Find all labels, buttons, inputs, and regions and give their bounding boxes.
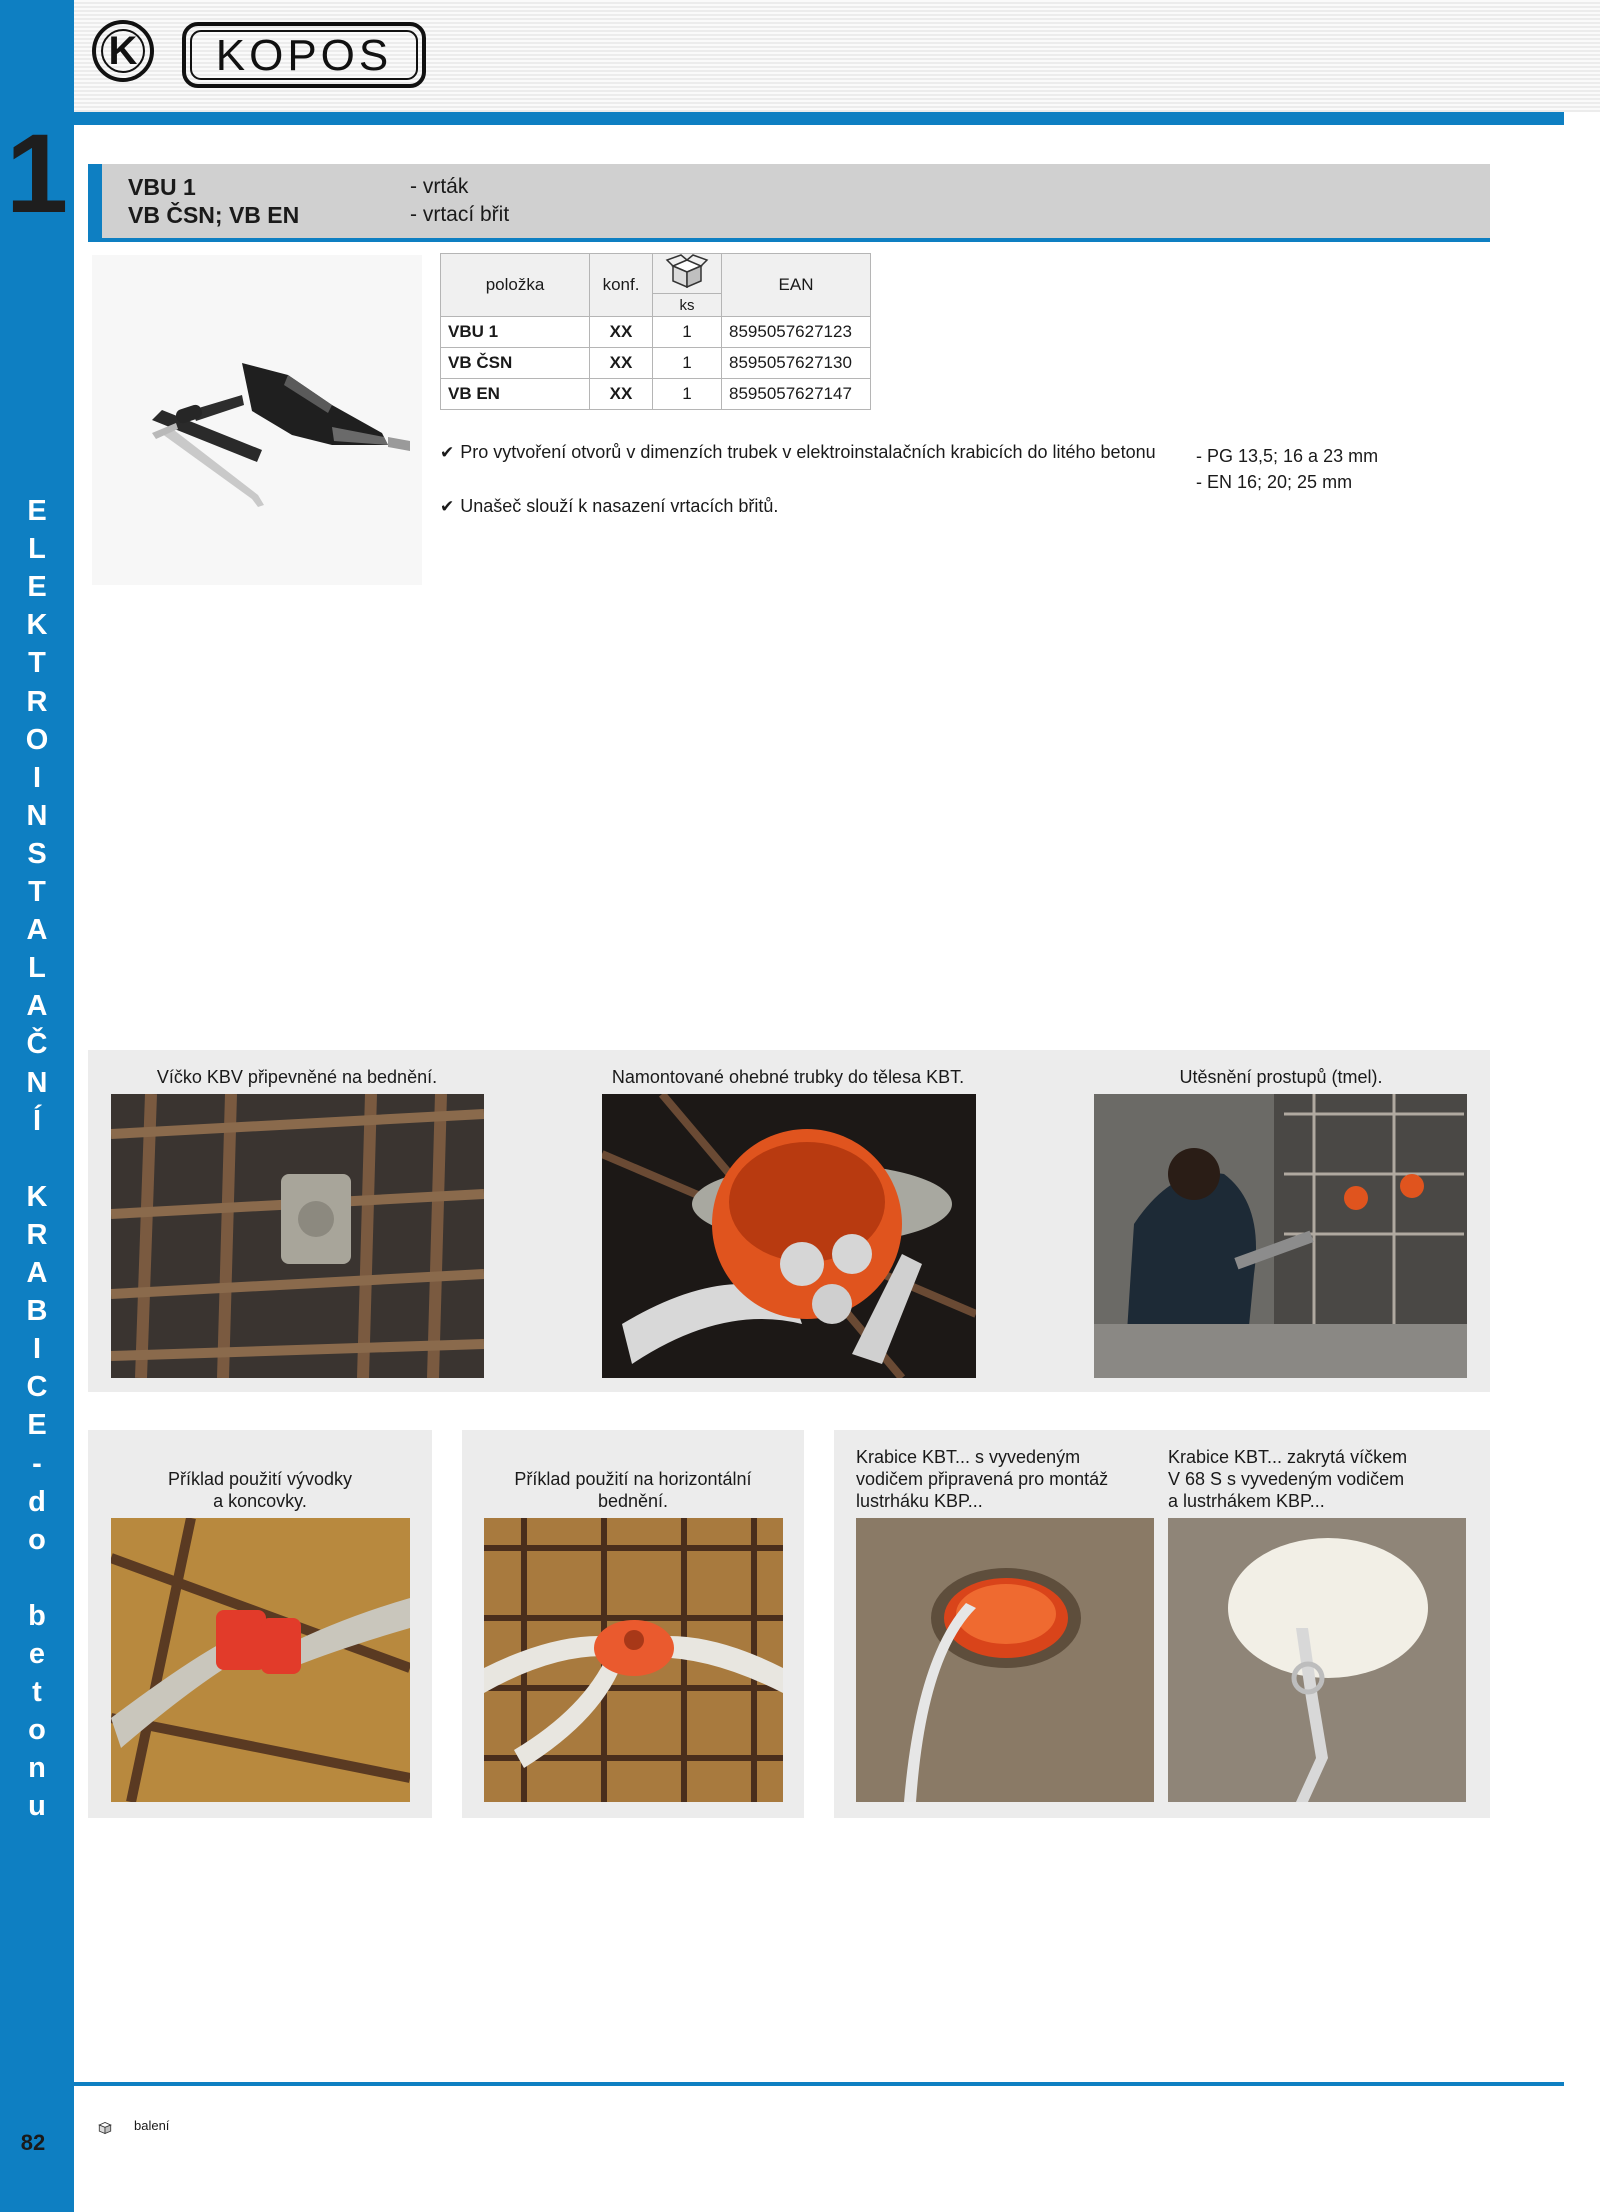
column-header-item: položka bbox=[441, 254, 590, 317]
photo-horizontal-formwork bbox=[484, 1518, 783, 1802]
photo-caption: Utěsnění prostupů (tmel). bbox=[1179, 1067, 1383, 1087]
brand-logo-mark bbox=[92, 20, 154, 82]
vertical-title-letter: B bbox=[26, 1295, 48, 1328]
row-config: XX bbox=[590, 379, 653, 410]
row-item: VB EN bbox=[441, 379, 590, 410]
vertical-title-letter: A bbox=[26, 990, 48, 1023]
photo-box-with-lid bbox=[1168, 1518, 1466, 1802]
product-name: VB ČSN; VB EN bbox=[128, 202, 300, 228]
caption-line: Krabice KBT... zakrytá víčkem bbox=[1168, 1447, 1408, 1467]
feature-item bbox=[440, 442, 1156, 463]
vertical-title-letter: Č bbox=[26, 1028, 48, 1061]
brand-name: KOPOS bbox=[215, 31, 393, 80]
table-row bbox=[441, 348, 871, 379]
header-square bbox=[1504, 112, 1526, 125]
table-row bbox=[441, 317, 871, 348]
brand-logo bbox=[182, 22, 426, 88]
vertical-title-letter: d bbox=[28, 1485, 46, 1518]
row-item: VB ČSN bbox=[441, 348, 590, 379]
column-header-ean: EAN bbox=[722, 254, 871, 317]
dimension-line: - EN 16; 20; 25 mm bbox=[1196, 472, 1353, 492]
caption-line: lustrháku KBP... bbox=[856, 1491, 983, 1511]
caption-line: a lustrhákem KBP... bbox=[1168, 1491, 1325, 1511]
feature-text: Unašeč slouží k nasazení vrtacích břitů. bbox=[460, 496, 779, 516]
package-icon bbox=[653, 254, 722, 294]
vertical-title-letter: A bbox=[26, 914, 48, 947]
column-header-pack-unit: ks bbox=[653, 294, 722, 317]
row-ean: 8595057627123 bbox=[722, 317, 871, 348]
vertical-title-letter: b bbox=[28, 1599, 46, 1632]
vertical-title-letter: S bbox=[27, 837, 47, 870]
vertical-title-letter: - bbox=[32, 1447, 42, 1480]
product-table bbox=[440, 253, 871, 410]
vertical-title-letter: u bbox=[28, 1790, 46, 1823]
row-ean: 8595057627130 bbox=[722, 348, 871, 379]
photo-caption bbox=[1168, 1446, 1468, 1512]
vertical-title-letter: R bbox=[26, 685, 48, 718]
row-qty: 1 bbox=[653, 348, 722, 379]
vertical-title-letter: C bbox=[26, 1371, 48, 1404]
vertical-title-letter: E bbox=[27, 571, 47, 604]
row-config: XX bbox=[590, 348, 653, 379]
vertical-title-letter: o bbox=[28, 1523, 46, 1556]
vertical-title-letter: L bbox=[28, 952, 46, 985]
row-qty: 1 bbox=[653, 317, 722, 348]
header-square bbox=[1532, 112, 1548, 125]
photo-caption: Víčko KBV připevněné na bednění. bbox=[156, 1067, 438, 1087]
footer-divider bbox=[74, 2082, 1564, 2086]
feature-dimensions bbox=[1196, 443, 1378, 495]
vertical-title-letter: t bbox=[32, 1676, 42, 1709]
caption-line: Příklad použití vývodky bbox=[167, 1469, 353, 1489]
caption-line: V 68 S s vyvedeným vodičem bbox=[1168, 1469, 1405, 1489]
vertical-title-letter: A bbox=[26, 1257, 48, 1289]
product-description: - vrtací břit bbox=[410, 203, 510, 226]
checkmark-icon: ✔ bbox=[440, 443, 455, 462]
feature-text: Pro vytvoření otvorů v dimenzích trubek v elektroinstalačních krabicích do litého betonu bbox=[460, 442, 1156, 462]
caption-line: a koncovky. bbox=[213, 1491, 307, 1511]
vertical-title-letter: L bbox=[28, 533, 46, 566]
package-icon bbox=[96, 2118, 114, 2136]
brand-mark-letter: K bbox=[108, 29, 138, 73]
checkmark-icon: ✔ bbox=[440, 497, 455, 516]
vertical-title-letter: K bbox=[26, 1180, 48, 1213]
vertical-title-letter: T bbox=[28, 647, 46, 680]
chapter-number: 1 bbox=[5, 111, 69, 236]
row-config: XX bbox=[590, 317, 653, 348]
photo-flexible-tubes bbox=[602, 1094, 976, 1378]
header-square bbox=[1554, 112, 1564, 125]
photo-caption bbox=[482, 1468, 784, 1512]
header-divider bbox=[74, 112, 1562, 125]
vertical-title-letter: o bbox=[28, 1714, 46, 1747]
photo-box-with-wire bbox=[856, 1518, 1154, 1802]
photo-sealing bbox=[1094, 1094, 1467, 1378]
caption-line: vodičem připravená pro montáž bbox=[856, 1469, 1109, 1489]
product-description: - vrták bbox=[410, 175, 469, 198]
photo-caption bbox=[856, 1446, 1156, 1512]
photo-caption: Namontované ohebné trubky do tělesa KBT. bbox=[611, 1067, 965, 1087]
feature-item bbox=[440, 496, 778, 517]
vertical-title-letter: I bbox=[32, 1333, 42, 1366]
vertical-title-letter: N bbox=[26, 1066, 48, 1099]
vertical-title-letter: E bbox=[27, 495, 47, 527]
vertical-title-letter: E bbox=[27, 1409, 47, 1442]
table-row bbox=[441, 379, 871, 410]
vertical-title-letter: K bbox=[26, 609, 48, 642]
column-header-config: konf. bbox=[590, 254, 653, 317]
vertical-title-letter: n bbox=[28, 1752, 46, 1785]
caption-line: Krabice KBT... s vyvedeným bbox=[856, 1447, 1081, 1467]
vertical-title-letter: I bbox=[32, 761, 42, 794]
sidebar bbox=[0, 0, 74, 2212]
vertical-title-letter: N bbox=[26, 799, 48, 832]
vertical-title-letter: T bbox=[28, 876, 46, 908]
photo-rebar-lid bbox=[111, 1094, 484, 1378]
row-item: VBU 1 bbox=[441, 317, 590, 348]
vertical-title-letter: R bbox=[26, 1218, 48, 1251]
caption-line: Příklad použití na horizontální bbox=[514, 1469, 752, 1489]
title-accent bbox=[88, 164, 102, 242]
photo-gland-end bbox=[111, 1518, 410, 1802]
photo-caption bbox=[110, 1468, 410, 1512]
dimension-line: - PG 13,5; 16 a 23 mm bbox=[1196, 446, 1379, 466]
caption-line: bednění. bbox=[597, 1491, 669, 1511]
title-underline bbox=[88, 238, 1490, 242]
vertical-title-letter: e bbox=[28, 1638, 46, 1670]
footer-legend: balení bbox=[134, 2118, 170, 2133]
row-ean: 8595057627147 bbox=[722, 379, 871, 410]
product-name: VBU 1 bbox=[128, 174, 196, 200]
page-number: 82 bbox=[20, 2130, 46, 2155]
vertical-title-letter: Í bbox=[32, 1104, 42, 1137]
vertical-title-letter: O bbox=[25, 723, 49, 756]
row-qty: 1 bbox=[653, 379, 722, 410]
product-photo bbox=[92, 255, 422, 585]
